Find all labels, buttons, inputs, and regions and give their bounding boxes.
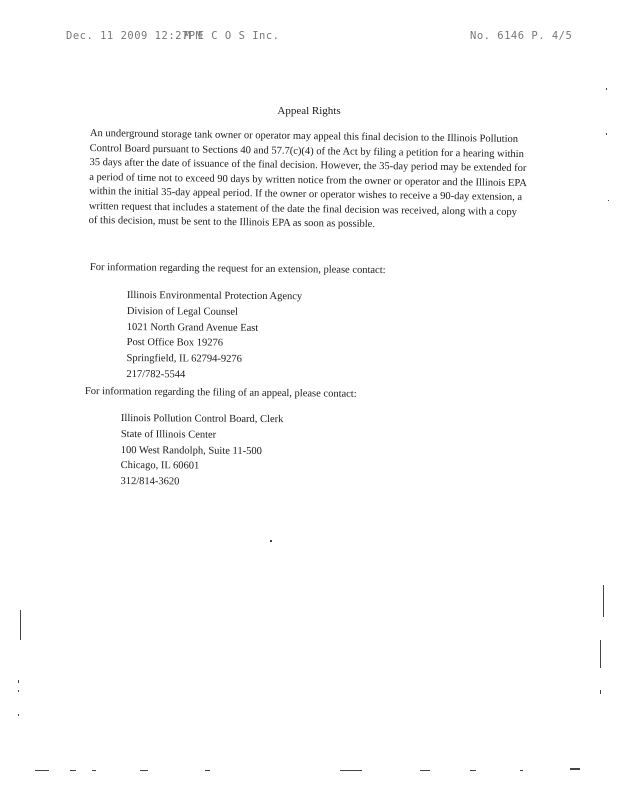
address-line: 312/814-3620 xyxy=(120,476,180,488)
scan-specks xyxy=(18,88,609,771)
address-line: 100 West Randolph, Suite 11-500 xyxy=(120,444,262,457)
fax-page-info: No. 6146 P. 4/5 xyxy=(470,30,573,42)
appeal-rights-paragraph: An underground storage tank owner or operator may appeal this final decision to the Illinois Pollution Control Board pursuant to Sections 40 and 57.7(c)(4) of the Act by filing a petition for a hearing within 35 days after the date of issuance of the final decision. However, the 35-day period may be extended for a period of time not to exceed 90 days by written notice from the owner or operator and the Illinois EPA within the initial 35-day appeal period. If the owner or operator wishes to receive a 90-day extension, a written request that includes a statement of the date the final decision was received, along with a copy of this decision, must be sent to the Illinois EPA as soon as possible. xyxy=(88,127,527,230)
address-line: State of Illinois Center xyxy=(120,428,217,441)
address-line: Division of Legal Counsel xyxy=(126,305,238,318)
address-line: Illinois Pollution Control Board, Clerk xyxy=(120,412,284,426)
address-line: Post Office Box 19276 xyxy=(126,337,224,350)
address-line: 217/782-5544 xyxy=(126,368,186,381)
appeal-contact-intro: For information regarding the filing of an appeal, please contact: xyxy=(84,386,357,400)
fax-sender: M E C O S Inc. xyxy=(184,30,280,42)
address-line: Illinois Environmental Protection Agency xyxy=(126,289,303,303)
address-line: 1021 North Grand Avenue East xyxy=(126,321,259,334)
extension-contact-intro: For information regarding the request for an extension, please contact: xyxy=(89,262,386,277)
address-line: Springfield, IL 62794-9276 xyxy=(126,353,242,365)
page-title: Appeal Rights xyxy=(277,105,341,117)
fax-date-time: Dec. 11 2009 12:27PM xyxy=(66,30,203,42)
address-line: Chicago, IL 60601 xyxy=(120,460,200,472)
